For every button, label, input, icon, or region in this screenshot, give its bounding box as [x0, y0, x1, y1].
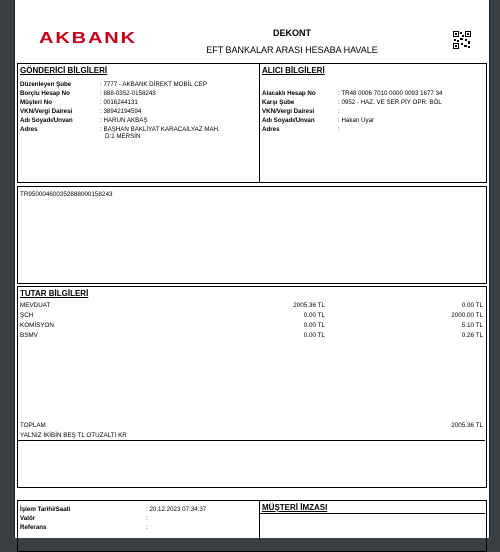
amount-row-value-2: 2000.00 TL [451, 312, 483, 319]
sender-row-value: : 888-0352-0158243 [100, 90, 156, 97]
sender-row-value: : HARUN AKBAŞ [100, 117, 148, 124]
sender-row-label: Adı Soyadı/Unvan [20, 117, 73, 124]
amount-words-underline [17, 440, 485, 441]
receiver-row-label: Adı Soyadı/Unvan [262, 117, 315, 124]
footer-divider [259, 500, 260, 540]
sender-section-title: GÖNDERİCİ BİLGİLERİ [20, 66, 108, 75]
description-box [17, 186, 487, 284]
signature-underline [259, 513, 485, 514]
amount-section-title: TUTAR BİLGİLERİ [20, 289, 89, 298]
footer-row-label: İşlem Tarihi/Saati [20, 506, 71, 513]
amount-row-label: MEVDUAT [20, 302, 51, 309]
footer-box [17, 500, 487, 552]
amount-row-value-1: 0.00 TL [303, 332, 325, 339]
parties-box [17, 63, 487, 183]
receiver-row-value: : Hakan Uyar [338, 117, 375, 124]
bank-logo: AKBANK [39, 30, 137, 47]
sender-row-label: Adres [20, 126, 38, 133]
footer-row-value: : [146, 524, 148, 531]
sender-address-cont: D:1 MERSİN [105, 133, 141, 140]
document-subtitle: EFT BANKALAR ARASI HESABA HAVALE [206, 45, 378, 55]
receiver-row-label: Adres [262, 126, 280, 133]
footer-row-value: : 20.12.2023 07:34:37 [146, 506, 207, 513]
amount-row-value-1: 0.00 TL [303, 322, 325, 329]
receiver-section-title: ALICI BİLGİLERİ [262, 66, 325, 75]
sender-row-label: VKN/Vergi Dairesi [20, 108, 73, 115]
total-value: 2005.36 TL [451, 422, 483, 429]
receiver-row-value: : TR48 0006 7010 0000 0093 1677 34 [338, 90, 443, 97]
parties-divider [259, 63, 260, 182]
receiver-row-label: Alacaklı Hesap No [262, 90, 316, 97]
sender-row-label: Müşteri No [20, 99, 52, 106]
sender-row-value: : BAŞHAN BAKLİYAT KARACAİLYAZ MAH. [100, 126, 220, 133]
sender-row-label: Borçlu Hesap No [20, 90, 70, 97]
footer-row-label: Valör [20, 515, 36, 522]
footer-row-value: : [146, 515, 148, 522]
sender-row-value: : 7777 - AKBANK DİREKT MOBİL CEP [100, 81, 207, 88]
amount-row-value-1: 2005.36 TL [293, 302, 325, 309]
receiver-row-value: : 0952 - HAZ. VE SER PİY OPR. BÖL [338, 99, 442, 106]
sender-row-value: : 38942194594 [100, 108, 142, 115]
amount-row-label: ŞCH [20, 312, 34, 319]
amount-row-value-2: 0.00 TL [461, 302, 483, 309]
amount-row-label: KOMİSYON [20, 322, 54, 329]
sender-row-value: : 0016244131 [100, 99, 138, 106]
reference-code: TR950004600352888000158243 [20, 191, 113, 198]
amount-row-label: BSMV [20, 332, 38, 339]
sender-row-label: Düzenleyen Şube [20, 81, 72, 88]
amount-in-words: YALNIZ İKİBİN BEŞ TL OTUZALTI KR [20, 432, 127, 439]
customer-signature-title: MÜŞTERİ İMZASI [262, 503, 328, 512]
total-label: TOPLAM [20, 422, 46, 429]
receiver-row-value: : [338, 126, 340, 133]
amount-row-value-2: 0.26 TL [461, 332, 483, 339]
receiver-row-value: : [338, 108, 340, 115]
receipt-sheet [14, 0, 490, 538]
qr-code-icon [453, 31, 471, 49]
receiver-row-label: Karşı Şube [262, 99, 295, 106]
amount-row-value-1: 0.00 TL [303, 312, 325, 319]
receiver-row-label: VKN/Vergi Dairesi [262, 108, 315, 115]
amount-row-value-2: 5.10 TL [461, 322, 483, 329]
document-title: DEKONT [273, 28, 311, 38]
footer-row-label: Referans [20, 524, 47, 531]
